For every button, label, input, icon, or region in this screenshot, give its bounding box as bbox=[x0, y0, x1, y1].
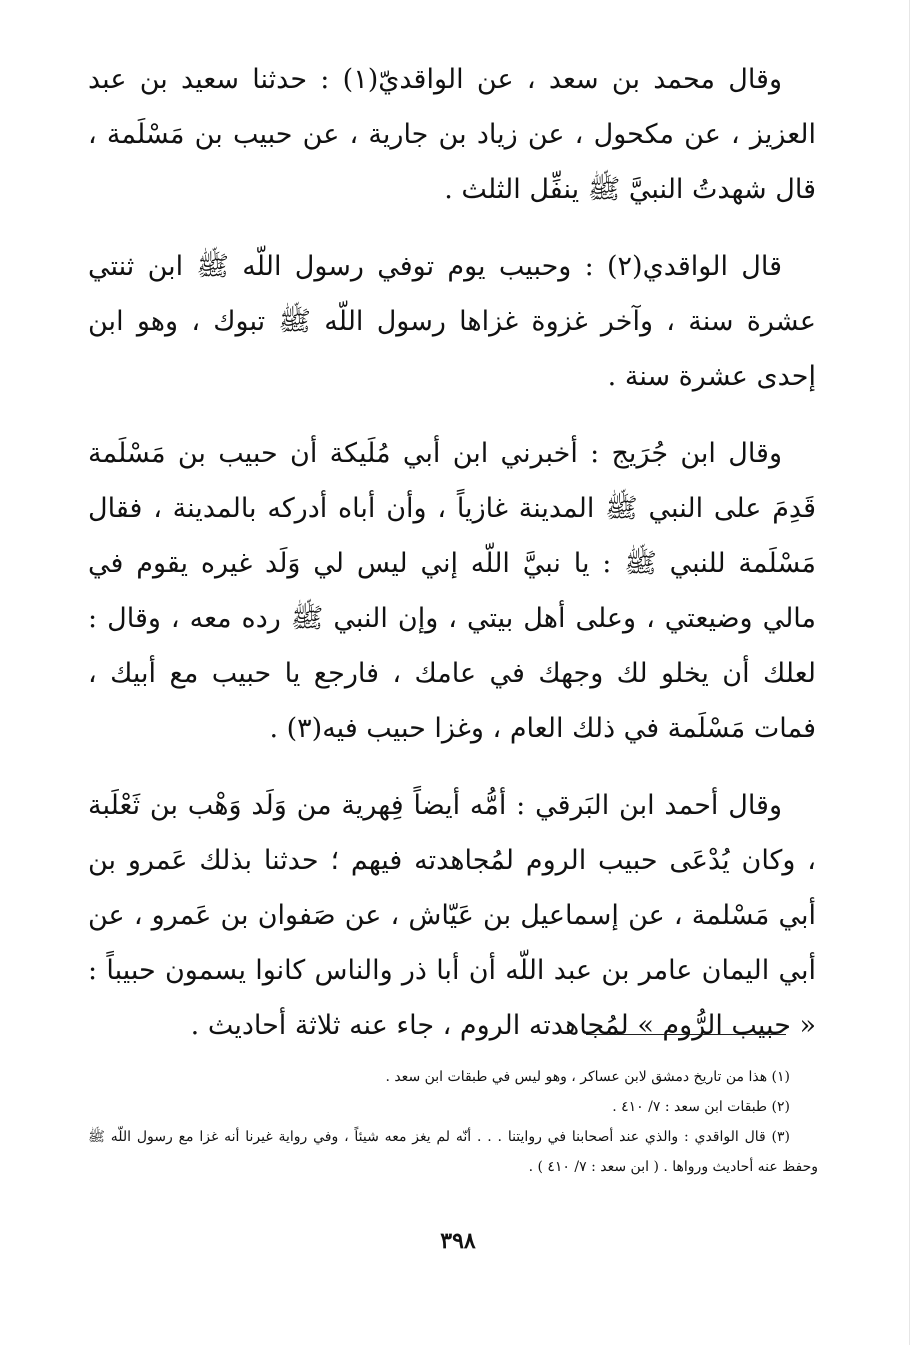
paragraph-4: وقال أحمد ابن البَرقي : أمُّه أيضاً فِهرية من وَلَد وَهْب بن ثَعْلَبة ، وكان يُدْعَى حبيب الروم لمُجاهدته فيهم ؛ حدثنا بذلك عَمرو بن أبي مَسْلمة ، عن إسماعيل بن عَيّاش ، عن صَفوان بن عَمرو ، عن أبي اليمان عامر بن عبد اللّه أن أبا ذر والناس كانوا يسمون حبيباً : « حبيب الرُّوم » لمُجاهدته الروم ، جاء عنه ثلاثة أحاديث . bbox=[88, 790, 817, 1041]
footnote-1: (١) هذا من تاريخ دمشق لابن عساكر ، وهو ليس في طبقات ابن سعد . bbox=[385, 1069, 790, 1085]
footnote-2: (٢) طبقات ابن سعد : ٧/ ٤١٠ . bbox=[612, 1099, 790, 1115]
footnote-separator bbox=[586, 1034, 786, 1035]
main-text bbox=[88, 52, 816, 1075]
paragraph-1: وقال محمد بن سعد ، عن الواقديّ(١) : حدثنا سعيد بن عبد العزيز ، عن مكحول ، عن زياد بن جارية ، عن حبيب بن مَسْلَمة ، قال شهدتُ النبيَّ ﷺ ينفِّل الثلث . bbox=[88, 64, 816, 205]
footnote-3: (٣) قال الواقدي : والذي عند أصحابنا في روايتنا . . . أنّه لم يغز معه شيئاً ، وفي رواية غيرنا أنه غزا مع رسول اللّه ﷺ وحفظ عنه أحاديث ورواها . ( ابن سعد : ٧/ ٤١٠ ) . bbox=[88, 1129, 818, 1175]
footnotes bbox=[88, 1062, 818, 1182]
page-edge-line bbox=[909, 0, 910, 1345]
paragraph-2: قال الواقدي(٢) : وحبيب يوم توفي رسول اللّه ﷺ ابن ثنتي عشرة سنة ، وآخر غزوة غزاها رسول اللّه ﷺ تبوك ، وهو ابن إحدى عشرة سنة . bbox=[88, 251, 816, 392]
page-number: ٣٩٨ bbox=[440, 1228, 476, 1254]
paragraph-3: وقال ابن جُرَيج : أخبرني ابن أبي مُلَيكة أن حبيب بن مَسْلَمة قَدِمَ على النبي ﷺ المدينة غازياً ، وأن أباه أدركه بالمدينة ، فقال مَسْلَمة للنبي ﷺ : يا نبيَّ اللّه إني ليس لي وَلَد غيره يقوم في مالي وضيعتي ، وعلى أهل بيتي ، وإن النبي ﷺ رده معه ، وقال : لعلك أن يخلو لك وجهك في عامك ، فارجع يا حبيب مع أبيك ، فمات مَسْلَمة في ذلك العام ، وغزا حبيب فيه(٣) . bbox=[88, 438, 816, 744]
